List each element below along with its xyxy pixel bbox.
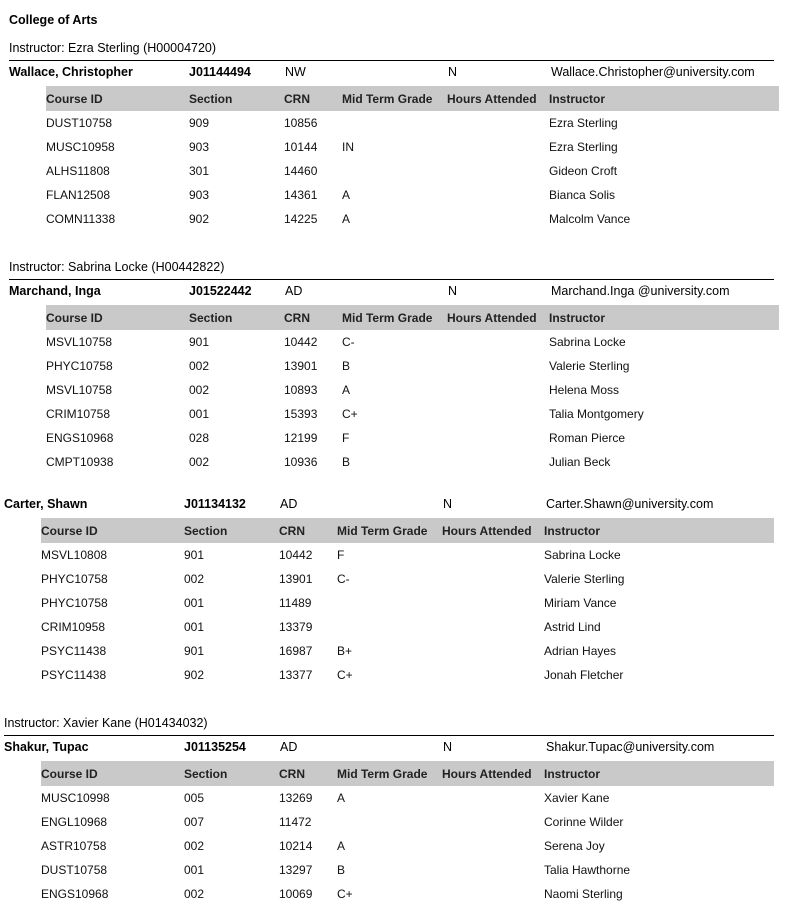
table-cell-section: 002 <box>184 887 205 901</box>
table-cell-grade: A <box>342 188 351 202</box>
table-cell-grade: A <box>337 839 346 853</box>
student-name: Marchand, Inga <box>9 284 101 298</box>
column-header-instructor: Instructor <box>544 767 601 781</box>
student-code: AD <box>285 284 303 298</box>
table-cell-course: PHYC10758 <box>41 572 108 586</box>
table-cell-section: 901 <box>184 548 205 562</box>
table-cell-course: COMN11338 <box>46 212 116 226</box>
table-cell-course: DUST10758 <box>41 863 108 877</box>
table-cell-instructor: Malcolm Vance <box>549 212 631 226</box>
table-cell-crn: 13379 <box>279 620 313 634</box>
table-cell-grade: C+ <box>337 887 353 901</box>
table-cell-instructor: Xavier Kane <box>544 791 610 805</box>
table-cell-crn: 10144 <box>284 140 318 154</box>
table-cell-section: 028 <box>189 431 210 445</box>
student-name: Shakur, Tupac <box>4 740 89 754</box>
table-cell-grade: IN <box>342 140 354 154</box>
column-header-section: Section <box>184 524 228 538</box>
column-header-course-id: Course ID <box>46 92 103 106</box>
column-header-hours-attended: Hours Attended <box>442 767 532 781</box>
table-cell-course: PHYC10758 <box>41 596 108 610</box>
column-header-section: Section <box>189 311 233 325</box>
student-code: AD <box>280 497 298 511</box>
student-divider <box>9 60 774 61</box>
table-cell-grade: C- <box>342 335 355 349</box>
table-cell-section: 002 <box>189 359 210 373</box>
table-cell-grade: C+ <box>342 407 358 421</box>
table-cell-instructor: Astrid Lind <box>544 620 601 634</box>
student-id: J01135254 <box>184 740 246 754</box>
table-cell-grade: B+ <box>337 644 353 658</box>
column-header-instructor: Instructor <box>549 311 606 325</box>
table-cell-grade: A <box>337 791 346 805</box>
table-cell-grade: F <box>337 548 345 562</box>
student-id: J01144494 <box>189 65 251 79</box>
table-cell-grade: A <box>342 383 351 397</box>
table-cell-crn: 12199 <box>284 431 318 445</box>
college-title: College of Arts <box>9 13 98 27</box>
table-cell-instructor: Adrian Hayes <box>544 644 617 658</box>
student-flag: N <box>443 497 453 511</box>
column-header-instructor: Instructor <box>549 92 606 106</box>
student-id: J01522442 <box>189 284 252 298</box>
table-cell-grade: B <box>342 359 351 373</box>
column-header-crn: CRN <box>284 92 310 106</box>
table-cell-course: ALHS11808 <box>46 164 110 178</box>
column-header-crn: CRN <box>279 767 305 781</box>
table-cell-crn: 14225 <box>284 212 318 226</box>
table-cell-section: 002 <box>189 455 210 469</box>
instructor-heading: Instructor: Sabrina Locke (H00442822) <box>9 260 225 274</box>
table-cell-section: 901 <box>184 644 205 658</box>
column-header-hours-attended: Hours Attended <box>447 92 537 106</box>
table-cell-section: 903 <box>189 188 210 202</box>
column-header-mid-term-grade: Mid Term Grade <box>342 311 433 325</box>
instructor-heading: Instructor: Xavier Kane (H01434032) <box>4 716 208 730</box>
table-cell-crn: 10856 <box>284 116 318 130</box>
table-cell-section: 903 <box>189 140 210 154</box>
table-cell-instructor: Talia Montgomery <box>549 407 644 421</box>
table-cell-crn: 13901 <box>279 572 313 586</box>
student-name: Wallace, Christopher <box>9 65 133 79</box>
student-flag: N <box>448 65 458 79</box>
table-cell-course: ASTR10758 <box>41 839 107 853</box>
table-cell-section: 001 <box>184 596 205 610</box>
table-cell-section: 001 <box>184 620 205 634</box>
table-cell-grade: C+ <box>337 668 353 682</box>
column-header-course-id: Course ID <box>41 767 98 781</box>
table-cell-crn: 15393 <box>284 407 318 421</box>
table-cell-instructor: Gideon Croft <box>549 164 618 178</box>
table-cell-grade: B <box>342 455 351 469</box>
table-cell-crn: 14460 <box>284 164 318 178</box>
student-name: Carter, Shawn <box>4 497 88 511</box>
table-cell-course: ENGL10968 <box>41 815 108 829</box>
column-header-crn: CRN <box>279 524 305 538</box>
column-header-course-id: Course ID <box>46 311 103 325</box>
student-email: Shakur.Tupac@university.com <box>546 740 715 754</box>
table-cell-course: PSYC11438 <box>41 668 107 682</box>
table-cell-instructor: Sabrina Locke <box>549 335 626 349</box>
table-cell-section: 002 <box>189 383 210 397</box>
table-cell-course: PHYC10758 <box>46 359 113 373</box>
table-cell-instructor: Ezra Sterling <box>549 116 618 130</box>
student-code: NW <box>285 65 306 79</box>
table-cell-section: 301 <box>189 164 210 178</box>
table-cell-course: PSYC11438 <box>41 644 107 658</box>
student-id: J01134132 <box>184 497 246 511</box>
table-cell-course: MSVL10758 <box>46 335 113 349</box>
column-header-crn: CRN <box>284 311 310 325</box>
column-header-course-id: Course ID <box>41 524 98 538</box>
table-cell-grade: B <box>337 863 346 877</box>
table-cell-instructor: Corinne Wilder <box>544 815 624 829</box>
instructor-heading: Instructor: Ezra Sterling (H00004720) <box>9 41 217 55</box>
table-cell-crn: 10893 <box>284 383 318 397</box>
table-cell-grade: C- <box>337 572 350 586</box>
table-cell-crn: 13901 <box>284 359 318 373</box>
column-header-section: Section <box>189 92 233 106</box>
table-cell-instructor: Valerie Sterling <box>544 572 625 586</box>
table-cell-crn: 13269 <box>279 791 313 805</box>
table-cell-crn: 11489 <box>279 596 312 610</box>
table-cell-section: 001 <box>184 863 205 877</box>
table-cell-crn: 13377 <box>279 668 313 682</box>
table-cell-course: MUSC10998 <box>41 791 110 805</box>
table-cell-course: CMPT10938 <box>46 455 114 469</box>
table-cell-course: CRIM10958 <box>41 620 106 634</box>
table-cell-section: 902 <box>184 668 205 682</box>
table-cell-course: MSVL10808 <box>41 548 108 562</box>
table-cell-instructor: Jonah Fletcher <box>544 668 624 682</box>
table-cell-grade: A <box>342 212 351 226</box>
table-cell-instructor: Helena Moss <box>549 383 620 397</box>
student-email: Carter.Shawn@university.com <box>546 497 714 511</box>
student-flag: N <box>443 740 453 754</box>
table-cell-grade: F <box>342 431 350 445</box>
student-email: Wallace.Christopher@university.com <box>551 65 755 79</box>
table-cell-instructor: Miriam Vance <box>544 596 617 610</box>
table-cell-crn: 10442 <box>284 335 318 349</box>
table-cell-instructor: Bianca Solis <box>549 188 616 202</box>
table-cell-section: 005 <box>184 791 205 805</box>
column-header-hours-attended: Hours Attended <box>442 524 532 538</box>
table-cell-instructor: Valerie Sterling <box>549 359 630 373</box>
column-header-hours-attended: Hours Attended <box>447 311 537 325</box>
column-header-instructor: Instructor <box>544 524 601 538</box>
table-cell-crn: 10214 <box>279 839 313 853</box>
table-cell-course: ENGS10968 <box>46 431 114 445</box>
student-divider <box>9 279 774 280</box>
table-cell-instructor: Julian Beck <box>549 455 611 469</box>
table-cell-section: 007 <box>184 815 205 829</box>
table-cell-instructor: Sabrina Locke <box>544 548 621 562</box>
table-cell-course: CRIM10758 <box>46 407 111 421</box>
table-cell-course: ENGS10968 <box>41 887 109 901</box>
student-email: Marchand.Inga @university.com <box>551 284 730 298</box>
table-cell-crn: 14361 <box>284 188 318 202</box>
student-flag: N <box>448 284 458 298</box>
table-cell-crn: 16987 <box>279 644 313 658</box>
column-header-mid-term-grade: Mid Term Grade <box>337 524 428 538</box>
column-header-mid-term-grade: Mid Term Grade <box>337 767 428 781</box>
table-cell-section: 902 <box>189 212 210 226</box>
table-cell-crn: 10936 <box>284 455 318 469</box>
table-cell-course: MUSC10958 <box>46 140 115 154</box>
table-cell-course: FLAN12508 <box>46 188 111 202</box>
table-cell-crn: 10069 <box>279 887 313 901</box>
table-cell-instructor: Talia Hawthorne <box>544 863 631 877</box>
table-cell-section: 002 <box>184 572 205 586</box>
table-cell-section: 901 <box>189 335 210 349</box>
table-cell-crn: 10442 <box>279 548 313 562</box>
student-code: AD <box>280 740 298 754</box>
column-header-mid-term-grade: Mid Term Grade <box>342 92 433 106</box>
table-cell-course: MSVL10758 <box>46 383 113 397</box>
table-cell-instructor: Ezra Sterling <box>549 140 618 154</box>
table-cell-crn: 11472 <box>279 815 312 829</box>
column-header-section: Section <box>184 767 228 781</box>
table-cell-course: DUST10758 <box>46 116 113 130</box>
table-cell-crn: 13297 <box>279 863 313 877</box>
table-cell-section: 002 <box>184 839 205 853</box>
table-cell-section: 001 <box>189 407 210 421</box>
table-cell-instructor: Roman Pierce <box>549 431 626 445</box>
table-cell-instructor: Serena Joy <box>544 839 605 853</box>
table-cell-section: 909 <box>189 116 210 130</box>
student-divider <box>4 735 774 736</box>
table-cell-instructor: Naomi Sterling <box>544 887 623 901</box>
